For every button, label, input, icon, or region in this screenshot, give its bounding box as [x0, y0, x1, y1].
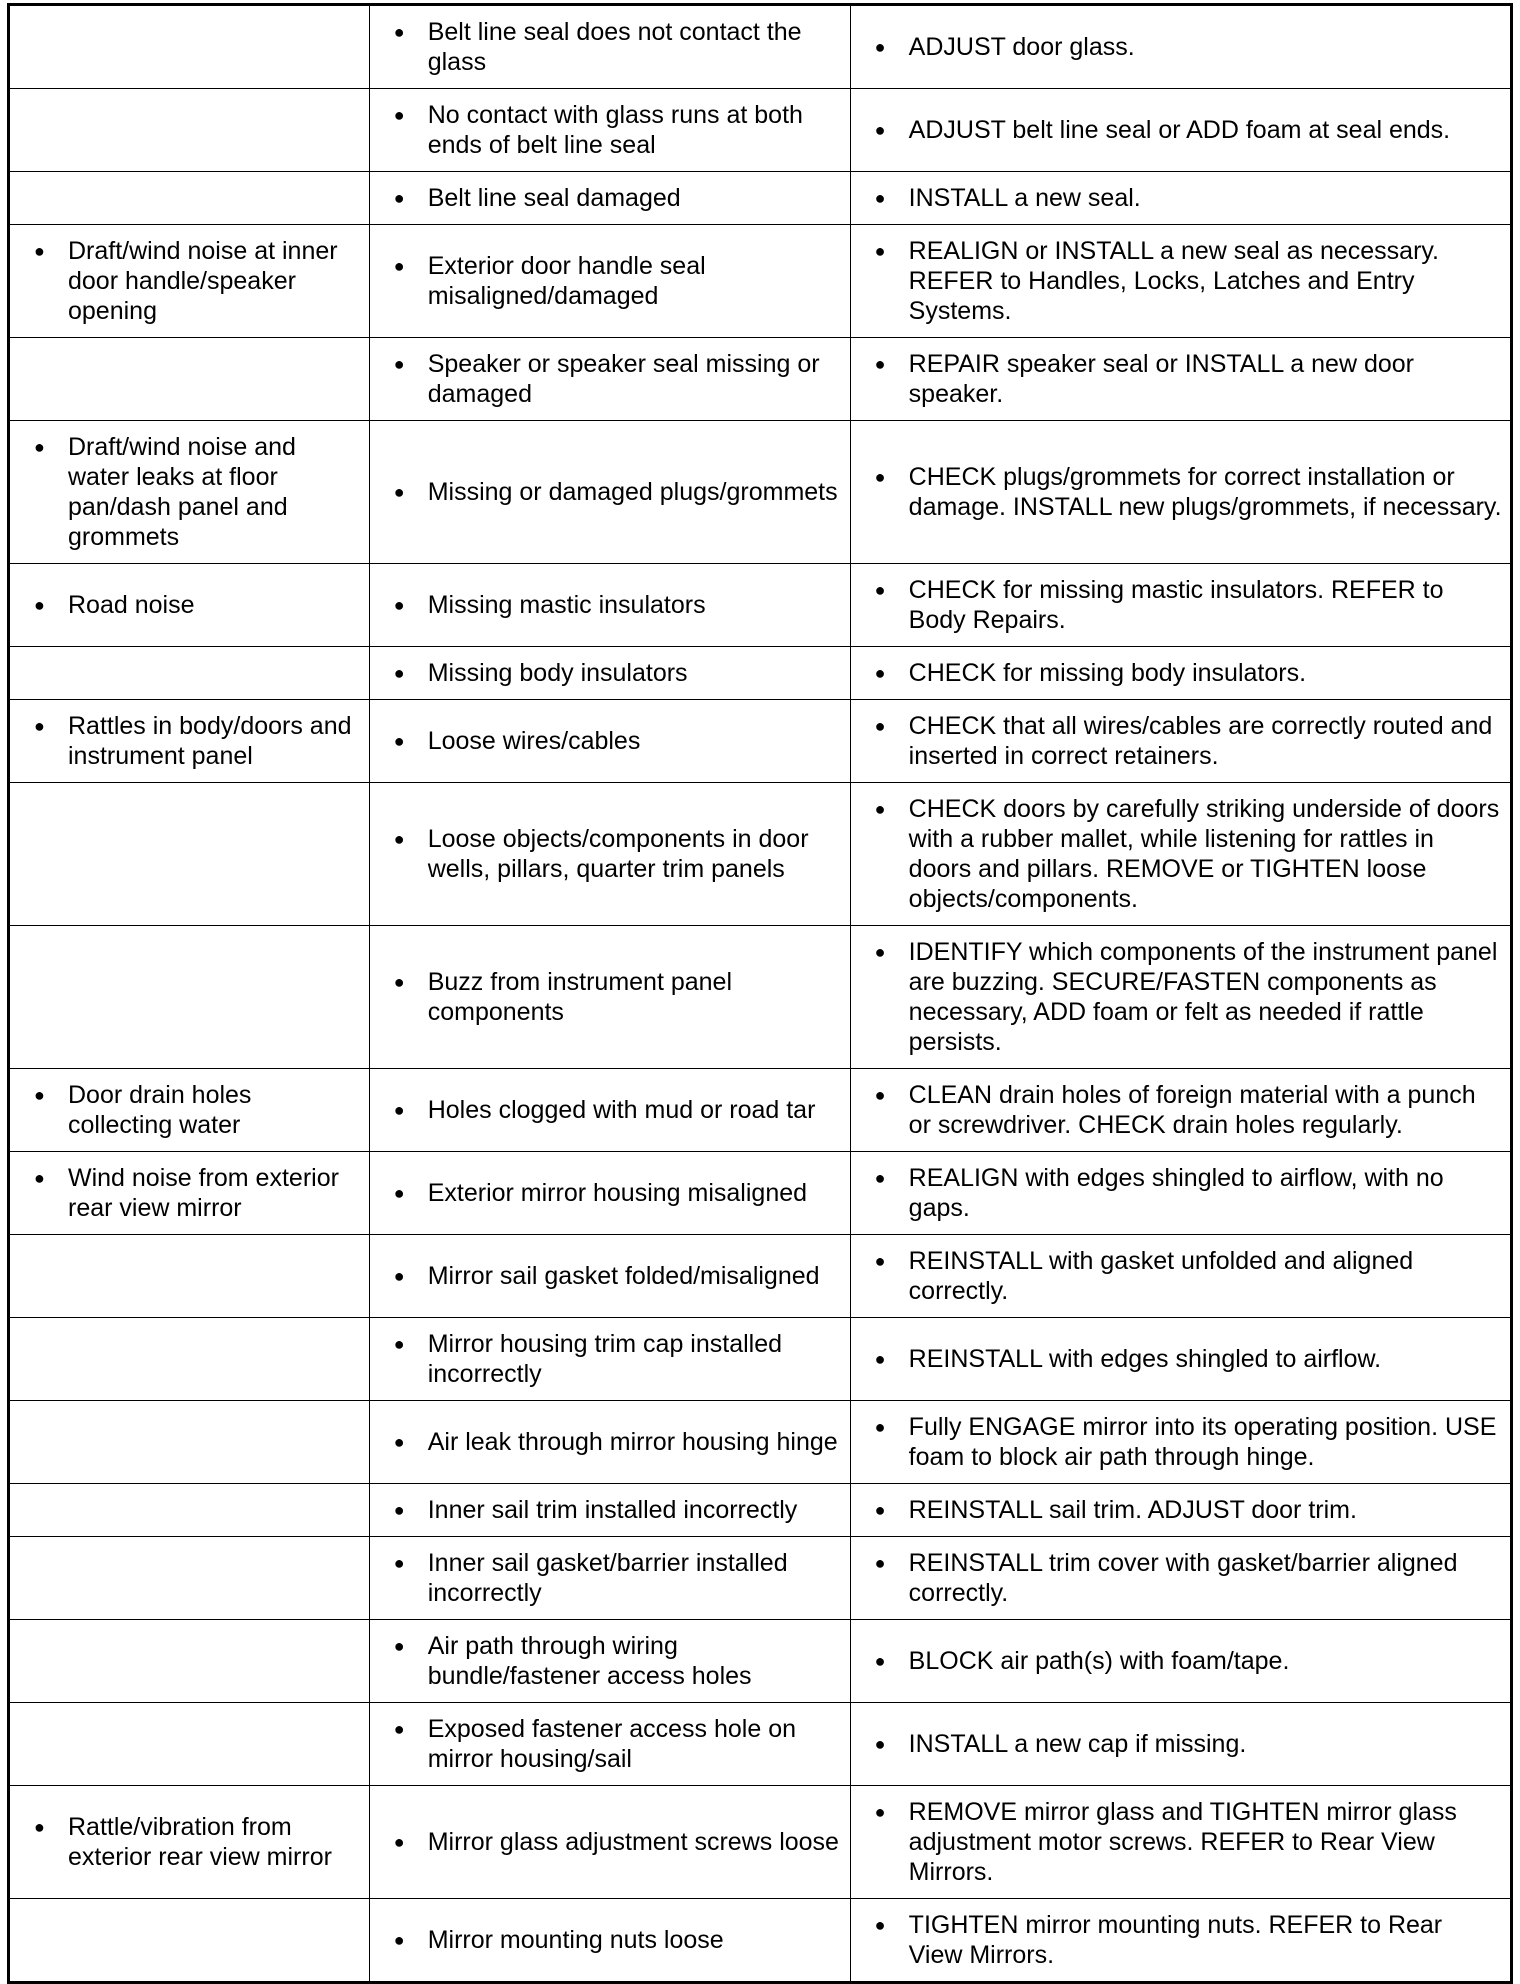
action-cell — [850, 1318, 1511, 1401]
bullet-icon: ● — [34, 595, 45, 615]
symptom-cell — [9, 1401, 370, 1484]
bullet-icon: ● — [874, 1651, 886, 1671]
action-text: IDENTIFY which components of the instrument panel are buzzing. SECURE/FASTEN components as necessary, ADD foam or felt as needed if rattle persists. — [908, 938, 1498, 1056]
bullet-icon: ● — [393, 829, 405, 849]
symptom-cell — [9, 564, 370, 647]
action-item — [851, 564, 1510, 646]
cause-item — [370, 956, 850, 1038]
action-text: REINSTALL with gasket unfolded and aligned correctly. — [908, 1247, 1414, 1305]
cause-cell — [369, 1235, 850, 1318]
bullet-icon: ● — [34, 241, 45, 261]
table-row — [9, 783, 1512, 926]
bullet-icon: ● — [393, 731, 405, 751]
cause-item — [370, 1484, 850, 1536]
symptom-cell — [9, 1620, 370, 1703]
bullet-icon: ● — [393, 1719, 405, 1739]
bullet-icon: ● — [874, 1168, 886, 1188]
bullet-icon: ● — [393, 1100, 405, 1120]
bullet-icon: ● — [34, 1168, 45, 1188]
bullet-icon: ● — [34, 1817, 45, 1837]
cause-item — [370, 466, 850, 518]
symptom-cell — [9, 89, 370, 172]
action-item — [851, 1718, 1510, 1770]
bullet-icon: ● — [874, 354, 886, 374]
bullet-icon: ● — [874, 241, 886, 261]
symptom-cell — [9, 700, 370, 783]
cause-item — [370, 579, 850, 631]
bullet-icon: ● — [874, 1915, 886, 1935]
action-item — [851, 1333, 1510, 1385]
bullet-icon: ● — [34, 716, 45, 736]
table-row — [9, 1703, 1512, 1786]
action-cell — [850, 647, 1511, 700]
cause-item — [370, 172, 850, 224]
cause-item — [370, 647, 850, 699]
action-item — [851, 1152, 1510, 1234]
table-row — [9, 1069, 1512, 1152]
action-text: REINSTALL with edges shingled to airflow. — [908, 1345, 1382, 1373]
cause-text: Loose objects/components in door wells, pillars, quarter trim panels — [427, 825, 809, 883]
action-cell — [850, 700, 1511, 783]
cause-item — [370, 6, 850, 88]
action-text: CHECK for missing mastic insulators. REFER to Body Repairs. — [908, 576, 1444, 634]
cause-item — [370, 1816, 850, 1868]
cause-item — [370, 1084, 850, 1136]
symptom-cell — [9, 647, 370, 700]
action-cell — [850, 172, 1511, 225]
cause-cell — [369, 926, 850, 1069]
action-cell — [850, 225, 1511, 338]
bullet-icon: ● — [874, 1802, 886, 1822]
diagnosis-table — [7, 3, 1513, 1984]
action-text: ADJUST belt line seal or ADD foam at seal ends. — [908, 116, 1451, 144]
cause-text: Holes clogged with mud or road tar — [427, 1096, 816, 1124]
action-text: BLOCK air path(s) with foam/tape. — [908, 1647, 1290, 1675]
symptom-item — [10, 225, 369, 337]
action-text: REINSTALL sail trim. ADJUST door trim. — [908, 1496, 1357, 1524]
symptom-text: Wind noise from exterior rear view mirror — [68, 1164, 339, 1222]
cause-item — [370, 1318, 850, 1400]
bullet-icon: ● — [34, 437, 45, 457]
cause-cell — [369, 1318, 850, 1401]
table-row — [9, 172, 1512, 225]
action-text: Fully ENGAGE mirror into its operating position. USE foam to block air path through hinge. — [908, 1413, 1497, 1471]
action-cell — [850, 1537, 1511, 1620]
cause-text: Inner sail gasket/barrier installed incorrectly — [427, 1549, 788, 1607]
bullet-icon: ● — [393, 482, 405, 502]
cause-cell — [369, 172, 850, 225]
symptom-text: Door drain holes collecting water — [68, 1081, 252, 1139]
cause-text: Exposed fastener access hole on mirror housing/sail — [427, 1715, 797, 1773]
table-row — [9, 1537, 1512, 1620]
action-text: CHECK for missing body insulators. — [908, 659, 1307, 687]
cause-item — [370, 338, 850, 420]
action-text: CHECK that all wires/cables are correctly routed and inserted in correct retainers. — [908, 712, 1493, 770]
cause-item — [370, 1537, 850, 1619]
bullet-icon: ● — [874, 942, 886, 962]
bullet-icon: ● — [393, 1930, 405, 1950]
action-item — [851, 1537, 1510, 1619]
symptom-item — [10, 1152, 369, 1234]
cause-text: Air path through wiring bundle/fastener access holes — [427, 1632, 752, 1690]
table-row — [9, 700, 1512, 783]
cause-cell — [369, 89, 850, 172]
cause-text: Belt line seal damaged — [427, 184, 681, 212]
cause-text: Missing mastic insulators — [427, 591, 706, 619]
table-row — [9, 1235, 1512, 1318]
cause-item — [370, 715, 850, 767]
cause-text: Belt line seal does not contact the glass — [427, 18, 802, 76]
symptom-text: Rattles in body/doors and instrument panel — [68, 712, 352, 770]
action-cell — [850, 1152, 1511, 1235]
bullet-icon: ● — [393, 1266, 405, 1286]
action-cell — [850, 783, 1511, 926]
action-cell — [850, 1069, 1511, 1152]
action-text: CHECK doors by carefully striking underside of doors with a rubber mallet, while listening for rattles in doors and pillars. REMOVE or TIGHTEN loose objects/components. — [908, 795, 1500, 913]
action-text: ADJUST door glass. — [908, 33, 1135, 61]
bullet-icon: ● — [874, 1734, 886, 1754]
table-row — [9, 926, 1512, 1069]
action-item — [851, 1899, 1510, 1981]
bullet-icon: ● — [393, 972, 405, 992]
symptom-cell — [9, 1069, 370, 1152]
bullet-icon: ● — [393, 105, 405, 125]
action-item — [851, 926, 1510, 1068]
action-cell — [850, 5, 1511, 89]
cause-cell — [369, 647, 850, 700]
action-item — [851, 700, 1510, 782]
cause-cell — [369, 338, 850, 421]
bullet-icon: ● — [34, 1085, 45, 1105]
action-item — [851, 1069, 1510, 1151]
action-text: INSTALL a new seal. — [908, 184, 1141, 212]
bullet-icon: ● — [393, 1553, 405, 1573]
action-cell — [850, 926, 1511, 1069]
table-row — [9, 1152, 1512, 1235]
action-cell — [850, 1703, 1511, 1786]
bullet-icon: ● — [393, 22, 405, 42]
symptom-cell — [9, 1537, 370, 1620]
bullet-icon: ● — [393, 354, 405, 374]
bullet-icon: ● — [874, 467, 886, 487]
bullet-icon: ● — [393, 256, 405, 276]
action-item — [851, 172, 1510, 224]
table-row — [9, 89, 1512, 172]
table-row — [9, 647, 1512, 700]
action-item — [851, 1484, 1510, 1536]
cause-item — [370, 1914, 850, 1966]
symptom-cell — [9, 172, 370, 225]
cause-item — [370, 1620, 850, 1702]
action-cell — [850, 564, 1511, 647]
symptom-item — [10, 1069, 369, 1151]
action-item — [851, 1401, 1510, 1483]
cause-text: Missing body insulators — [427, 659, 688, 687]
cause-cell — [369, 225, 850, 338]
symptom-text: Rattle/vibration from exterior rear view mirror — [68, 1813, 332, 1871]
cause-cell — [369, 1152, 850, 1235]
cause-cell — [369, 783, 850, 926]
cause-cell — [369, 1620, 850, 1703]
bullet-icon: ● — [874, 37, 886, 57]
cause-cell — [369, 1899, 850, 1983]
action-cell — [850, 1786, 1511, 1899]
bullet-icon: ● — [393, 1636, 405, 1656]
symptom-cell — [9, 225, 370, 338]
action-cell — [850, 1401, 1511, 1484]
bullet-icon: ● — [874, 188, 886, 208]
bullet-icon: ● — [393, 1432, 405, 1452]
action-item — [851, 225, 1510, 337]
action-item — [851, 21, 1510, 73]
cause-item — [370, 240, 850, 322]
symptom-text: Draft/wind noise at inner door handle/speaker opening — [68, 237, 338, 325]
action-text: REPAIR speaker seal or INSTALL a new door speaker. — [908, 350, 1414, 408]
bullet-icon: ● — [874, 120, 886, 140]
symptom-cell — [9, 1318, 370, 1401]
action-item — [851, 647, 1510, 699]
action-text: REALIGN with edges shingled to airflow, with no gaps. — [908, 1164, 1444, 1222]
action-cell — [850, 1899, 1511, 1983]
action-item — [851, 104, 1510, 156]
symptom-cell — [9, 1484, 370, 1537]
action-text: TIGHTEN mirror mounting nuts. REFER to Rear View Mirrors. — [908, 1911, 1443, 1969]
cause-item — [370, 1703, 850, 1785]
action-text: REINSTALL trim cover with gasket/barrier aligned correctly. — [908, 1549, 1458, 1607]
bullet-icon: ● — [393, 663, 405, 683]
symptom-item — [10, 1801, 369, 1883]
bullet-icon: ● — [393, 595, 405, 615]
symptom-cell — [9, 783, 370, 926]
bullet-icon: ● — [874, 1349, 886, 1369]
symptom-cell — [9, 421, 370, 564]
bullet-icon: ● — [874, 1251, 886, 1271]
table-row — [9, 338, 1512, 421]
cause-cell — [369, 700, 850, 783]
action-cell — [850, 338, 1511, 421]
cause-cell — [369, 1484, 850, 1537]
action-text: CLEAN drain holes of foreign material with a punch or screwdriver. CHECK drain holes regularly. — [908, 1081, 1476, 1139]
cause-text: Loose wires/cables — [427, 727, 641, 755]
symptom-text: Draft/wind noise and water leaks at floor pan/dash panel and grommets — [68, 433, 296, 551]
symptom-item — [10, 700, 369, 782]
action-text: REALIGN or INSTALL a new seal as necessary. REFER to Handles, Locks, Latches and Entry Systems. — [908, 237, 1439, 325]
symptom-item — [10, 421, 369, 563]
table-row — [9, 1786, 1512, 1899]
cause-item — [370, 1250, 850, 1302]
action-item — [851, 1635, 1510, 1687]
bullet-icon: ● — [874, 1500, 886, 1520]
bullet-icon: ● — [393, 188, 405, 208]
cause-text: Mirror mounting nuts loose — [427, 1926, 724, 1954]
bullet-icon: ● — [393, 1500, 405, 1520]
bullet-icon: ● — [874, 663, 886, 683]
action-item — [851, 338, 1510, 420]
bullet-icon: ● — [874, 1553, 886, 1573]
action-item — [851, 451, 1510, 533]
bullet-icon: ● — [874, 580, 886, 600]
cause-text: Mirror glass adjustment screws loose — [427, 1828, 839, 1856]
table-row — [9, 421, 1512, 564]
cause-text: Buzz from instrument panel components — [427, 968, 733, 1026]
bullet-icon: ● — [393, 1832, 405, 1852]
table-row — [9, 1484, 1512, 1537]
cause-cell — [369, 1401, 850, 1484]
symptom-cell — [9, 1152, 370, 1235]
action-cell — [850, 1235, 1511, 1318]
table-row — [9, 1401, 1512, 1484]
cause-cell — [369, 421, 850, 564]
action-text: REMOVE mirror glass and TIGHTEN mirror glass adjustment motor screws. REFER to Rear View Mirrors. — [908, 1798, 1457, 1886]
cause-text: Exterior mirror housing misaligned — [427, 1179, 808, 1207]
symptom-text: Road noise — [68, 591, 195, 619]
cause-item — [370, 813, 850, 895]
cause-item — [370, 1416, 850, 1468]
cause-text: Air leak through mirror housing hinge — [427, 1428, 838, 1456]
bullet-icon: ● — [874, 1085, 886, 1105]
symptom-item — [10, 579, 369, 631]
cause-cell — [369, 1537, 850, 1620]
table-row — [9, 225, 1512, 338]
cause-text: Inner sail trim installed incorrectly — [427, 1496, 798, 1524]
bullet-icon: ● — [393, 1183, 405, 1203]
action-text: CHECK plugs/grommets for correct installation or damage. INSTALL new plugs/grommets, if necessary. — [908, 463, 1502, 521]
cause-text: Mirror sail gasket folded/misaligned — [427, 1262, 820, 1290]
action-cell — [850, 89, 1511, 172]
symptom-cell — [9, 5, 370, 89]
symptom-cell — [9, 1899, 370, 1983]
symptom-cell — [9, 1786, 370, 1899]
bullet-icon: ● — [874, 1417, 886, 1437]
symptom-cell — [9, 338, 370, 421]
action-item — [851, 783, 1510, 925]
cause-text: Missing or damaged plugs/grommets — [427, 478, 838, 506]
action-item — [851, 1786, 1510, 1898]
bullet-icon: ● — [874, 716, 886, 736]
diagnosis-table-body — [9, 5, 1512, 1983]
table-row — [9, 1620, 1512, 1703]
action-cell — [850, 1620, 1511, 1703]
cause-cell — [369, 1786, 850, 1899]
symptom-cell — [9, 1703, 370, 1786]
cause-cell — [369, 564, 850, 647]
bullet-icon: ● — [393, 1334, 405, 1354]
symptom-cell — [9, 926, 370, 1069]
cause-cell — [369, 1703, 850, 1786]
cause-text: No contact with glass runs at both ends of belt line seal — [427, 101, 803, 159]
table-row — [9, 5, 1512, 89]
cause-cell — [369, 1069, 850, 1152]
action-item — [851, 1235, 1510, 1317]
symptom-cell — [9, 1235, 370, 1318]
action-text: INSTALL a new cap if missing. — [908, 1730, 1247, 1758]
cause-cell — [369, 5, 850, 89]
cause-text: Mirror housing trim cap installed incorrectly — [427, 1330, 783, 1388]
cause-text: Speaker or speaker seal missing or damaged — [427, 350, 820, 408]
action-cell — [850, 1484, 1511, 1537]
bullet-icon: ● — [874, 799, 886, 819]
cause-text: Exterior door handle seal misaligned/damaged — [427, 252, 706, 310]
action-cell — [850, 421, 1511, 564]
table-row — [9, 1899, 1512, 1983]
table-row — [9, 1318, 1512, 1401]
cause-item — [370, 1167, 850, 1219]
cause-item — [370, 89, 850, 171]
table-row — [9, 564, 1512, 647]
